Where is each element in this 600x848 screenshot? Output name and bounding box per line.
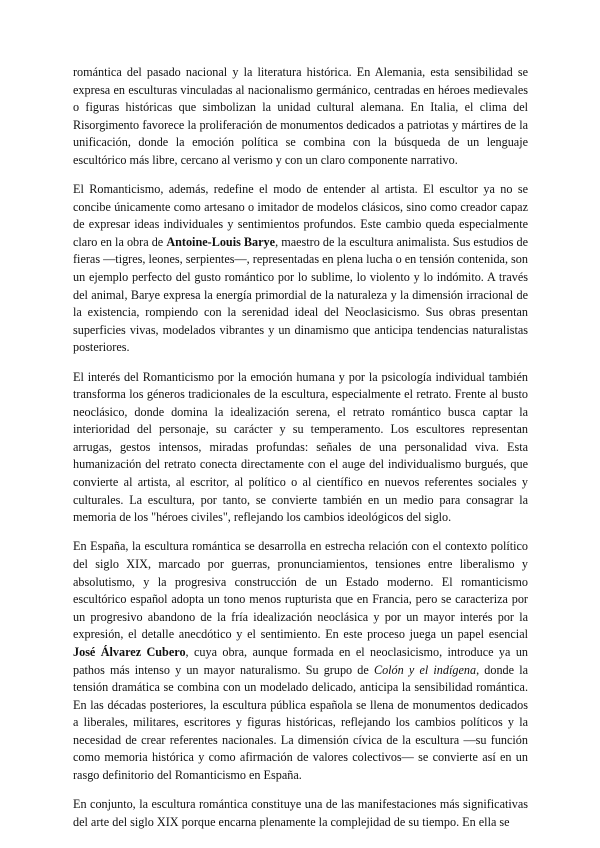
paragraph-2 [73, 181, 528, 357]
paragraph-text: romántica del pasado nacional y la literatura histórica. En Alemania, esta sensibilidad se expresa en esculturas vinculadas al nacionalismo germánico, centradas en héroes medievales o figuras históricas que simbolizan la unidad cultural alemana. En Italia, el clima del Risorgimento favorece la proliferación de monumentos dedicados a patriotas y mártires de la unificación, donde la emoción política se combina con la búsqueda de un lenguaje escultórico más libre, cercano al verismo y con un claro componente narrativo. [73, 65, 528, 167]
paragraph-text: En conjunto, la escultura romántica constituye una de las manifestaciones más significativas del arte del siglo XIX porque encarna plenamente la complejidad de su tiempo. En ella se [73, 797, 528, 829]
paragraph-4 [73, 538, 528, 784]
artist-name-barye: Antoine-Louis Barye [166, 234, 276, 249]
paragraph-text: , cuya obra, aunque formada en el neoclasicismo, introduce ya un pathos más intenso y un mayor naturalismo. Su grupo de [73, 644, 529, 677]
document-body [73, 64, 528, 843]
paragraph-text: El Romanticismo, además, redefine el modo de entender al artista. El escultor ya no se concibe únicamente como artesano o imitador de modelos clásicos, sino como creador capaz de expresar ideas individuales y sentimientos profundos. Este cambio queda especialmente claro en la obra de [73, 182, 528, 249]
paragraph-text: , maestro de la escultura animalista. Sus estudios de fieras —tigres, leones, serpientes—, representadas en plena lucha o en tensión contenida, son un ejemplo perfecto del gusto romántico por lo sublime, lo violento y lo indómito. A través del animal, Barye expresa la energía primordial de la naturaleza y la dimensión irracional de la existencia, rompiendo con la serenidad ideal del Neoclasicismo. Sus obras presentan superficies vivas, modelados vibrantes y un dinamismo que anticipa tendencias naturalistas posteriores. [73, 234, 528, 355]
paragraph-text: El interés del Romanticismo por la emoción humana y por la psicología individual también transforma los géneros tradicionales de la escultura, especialmente el retrato. Frente al busto neoclásico, donde domina la idealización serena, el retrato romántico busca captar la interioridad del personaje, su carácter y su temperamento. Los escultores representan arrugas, gestos intensos, miradas profundas: señales de una personalidad viva. Esta humanización del retrato conecta directamente con el auge del individualismo burgués, que convierte al artista, al escritor, al político o al científico en nuevos referentes sociales y culturales. La escultura, por tanto, se convierte también en un medio para consagrar la memoria de los "héroes civiles", reflejando los cambios ideológicos del siglo. [73, 369, 528, 525]
paragraph-1 [73, 64, 528, 170]
paragraph-text: , donde la tensión dramática se combina con un modelado delicado, anticipa la sensibilidad romántica. En las décadas posteriores, la escultura pública española se llena de monumentos dedicados a liberales, militares, escritores y figuras históricas, reflejando los cambios políticos y la necesidad de crear referentes nacionales. La dimensión cívica de la escultura —su función como memoria histórica y como afirmación de valores colectivos— se convierte así en un rasgo definitorio del Romanticismo en España. [73, 662, 528, 783]
artwork-title: Colón y el indígena [373, 662, 477, 677]
paragraph-5 [73, 796, 528, 831]
paragraph-3 [73, 369, 528, 527]
paragraph-text: En España, la escultura romántica se desarrolla en estrecha relación con el contexto político del siglo XIX, marcado por guerras, pronunciamientos, tensiones entre liberalismo y absolutismo, y la progresiva construcción de un Estado moderno. El romanticismo escultórico español adopta un tono menos rupturista que en Francia, pero se caracteriza por un progresivo abandono de la fría idealización neoclásica y por un mayor interés por la expresión, el detalle anecdótico y el sentimiento. En este proceso juega un papel esencial [73, 539, 528, 642]
artist-name-alvarez-cubero: José Álvarez Cubero [73, 644, 186, 659]
